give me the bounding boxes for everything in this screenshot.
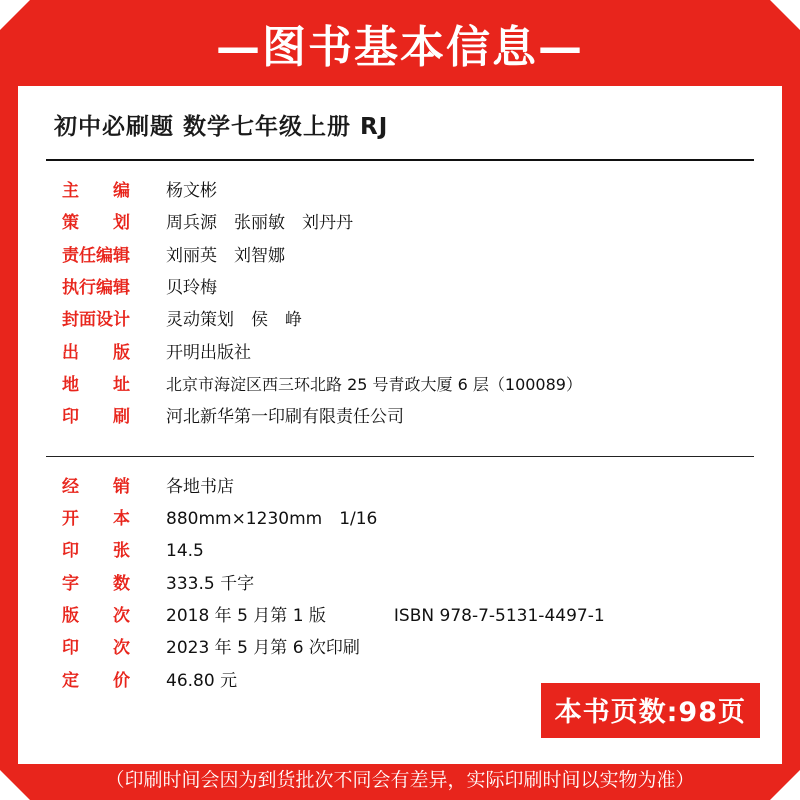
specs-value: 2023 年 5 月第 6 次印刷 (166, 638, 360, 659)
credits-label: 地 址 (62, 375, 130, 396)
specs-row (18, 471, 782, 503)
credits-label: 执行编辑 (62, 278, 130, 299)
specs-row (18, 535, 782, 567)
credits-row (18, 369, 782, 401)
credits-value: 灵动策划 侯 峥 (166, 310, 302, 331)
specs-row (18, 568, 782, 600)
specs-row (18, 632, 782, 664)
credits-label: 出 版 (62, 342, 130, 363)
credits-value: 杨文彬 (166, 181, 217, 201)
credits-row (18, 272, 782, 304)
specs-value: 14.5 (166, 541, 204, 562)
credits-value: 北京市海淀区西三环北路 25 号青政大厦 6 层（100089） (166, 375, 582, 395)
specs-block (18, 457, 782, 701)
specs-label: 开 本 (62, 509, 130, 530)
specs-label: 字 数 (62, 573, 130, 594)
credits-value: 河北新华第一印刷有限责任公司 (166, 407, 404, 428)
specs-value: 880mm×1230mm 1/16 (166, 509, 378, 530)
specs-row-edition (18, 600, 782, 632)
specs-label: 经 销 (62, 476, 130, 497)
corner-decoration-top-left (0, 0, 30, 30)
credits-row (18, 401, 782, 433)
credits-label: 主 编 (62, 181, 130, 201)
credits-row (18, 337, 782, 369)
credits-row (18, 207, 782, 239)
credits-row (18, 304, 782, 336)
specs-value: 46.80 元 (166, 670, 238, 691)
credits-row (18, 175, 782, 207)
credits-block (18, 161, 782, 438)
specs-value: 333.5 千字 (166, 573, 255, 594)
credits-value: 刘丽英 刘智娜 (166, 245, 285, 266)
credits-row (18, 240, 782, 272)
info-card (18, 86, 782, 764)
specs-value: 各地书店 (166, 476, 234, 497)
credits-value: 开明出版社 (166, 342, 251, 363)
page-title: —图书基本信息— (216, 22, 584, 73)
credits-value: 周兵源 张丽敏 刘丹丹 (166, 213, 353, 234)
credits-label: 责任编辑 (62, 245, 130, 266)
specs-label: 印 次 (62, 638, 130, 659)
credits-value: 贝玲梅 (166, 278, 217, 299)
footnote-text: （印刷时间会因为到货批次不同会有差异，实际印刷时间以实物为准） (105, 769, 695, 791)
credits-label: 策 划 (62, 213, 130, 234)
page-header (0, 0, 800, 86)
edition-isbn-group (166, 603, 605, 629)
book-title: 初中必刷题 数学七年级上册 RJ (54, 114, 389, 140)
specs-label: 版 次 (62, 606, 130, 627)
page-count-badge: 本书页数:98页 (541, 683, 760, 738)
credits-label: 印 刷 (62, 407, 130, 428)
specs-label: 定 价 (62, 670, 130, 691)
credits-label: 封面设计 (62, 310, 130, 331)
isbn-value: ISBN 978-7-5131-4497-1 (393, 606, 605, 627)
corner-decoration-top-right (770, 0, 800, 30)
specs-label: 印 张 (62, 541, 130, 562)
specs-value: 2018 年 5 月第 1 版 (166, 606, 326, 627)
specs-row (18, 503, 782, 535)
